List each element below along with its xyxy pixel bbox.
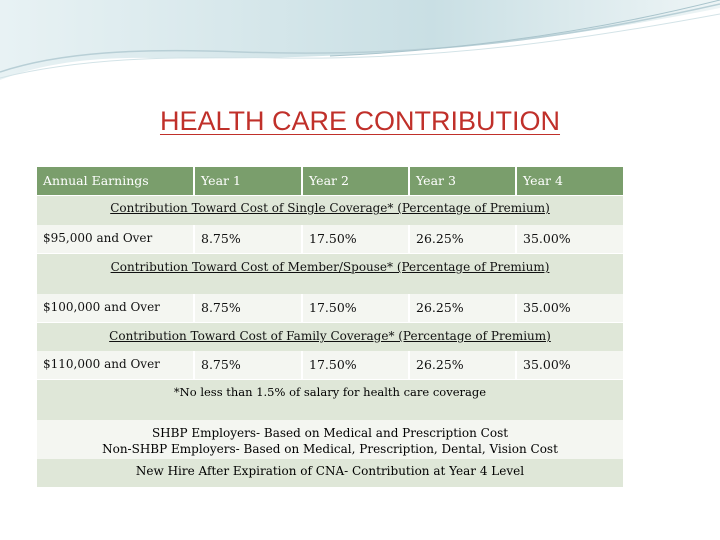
new-hire-note: New Hire After Expiration of CNA- Contribution at Year 4 Level: [37, 459, 623, 487]
value-cell: 17.50%: [303, 294, 410, 322]
column-header: Year 3: [410, 167, 517, 195]
non-shbp-note: Non-SHBP Employers- Based on Medical, Prescription, Dental, Vision Cost: [102, 442, 558, 456]
shbp-note: SHBP Employers- Based on Medical and Prescription Cost: [151, 426, 509, 440]
decorative-swoosh: [0, 0, 720, 90]
footnote: *No less than 1.5% of salary for health care coverage: [37, 380, 623, 420]
value-cell: 17.50%: [303, 225, 410, 253]
column-header: Year 4: [517, 167, 623, 195]
earnings-cell: $100,000 and Over: [37, 294, 195, 322]
value-cell: 26.25%: [410, 294, 517, 322]
value-cell: 35.00%: [517, 351, 623, 379]
table-row: [37, 294, 623, 323]
section-heading-member-spouse: Contribution Toward Cost of Member/Spouse* (Percentage of Premium): [37, 254, 623, 294]
employer-notes: [37, 420, 623, 459]
value-cell: 26.25%: [410, 225, 517, 253]
value-cell: 8.75%: [195, 351, 303, 379]
value-cell: 17.50%: [303, 351, 410, 379]
table-header-row: [37, 167, 623, 196]
earnings-cell: $95,000 and Over: [37, 225, 195, 253]
section-heading-family: Contribution Toward Cost of Family Coverage* (Percentage of Premium): [37, 323, 623, 351]
column-header: Year 1: [195, 167, 303, 195]
column-header: Annual Earnings: [37, 167, 195, 195]
value-cell: 8.75%: [195, 225, 303, 253]
value-cell: 35.00%: [517, 225, 623, 253]
value-cell: 26.25%: [410, 351, 517, 379]
table-row: [37, 225, 623, 254]
section-heading-single: Contribution Toward Cost of Single Coverage* (Percentage of Premium): [37, 196, 623, 225]
earnings-cell: $110,000 and Over: [37, 351, 195, 379]
value-cell: 35.00%: [517, 294, 623, 322]
column-header: Year 2: [303, 167, 410, 195]
contribution-table: [37, 167, 623, 487]
page-title: HEALTH CARE CONTRIBUTION: [159, 106, 561, 136]
value-cell: 8.75%: [195, 294, 303, 322]
table-row: [37, 351, 623, 380]
